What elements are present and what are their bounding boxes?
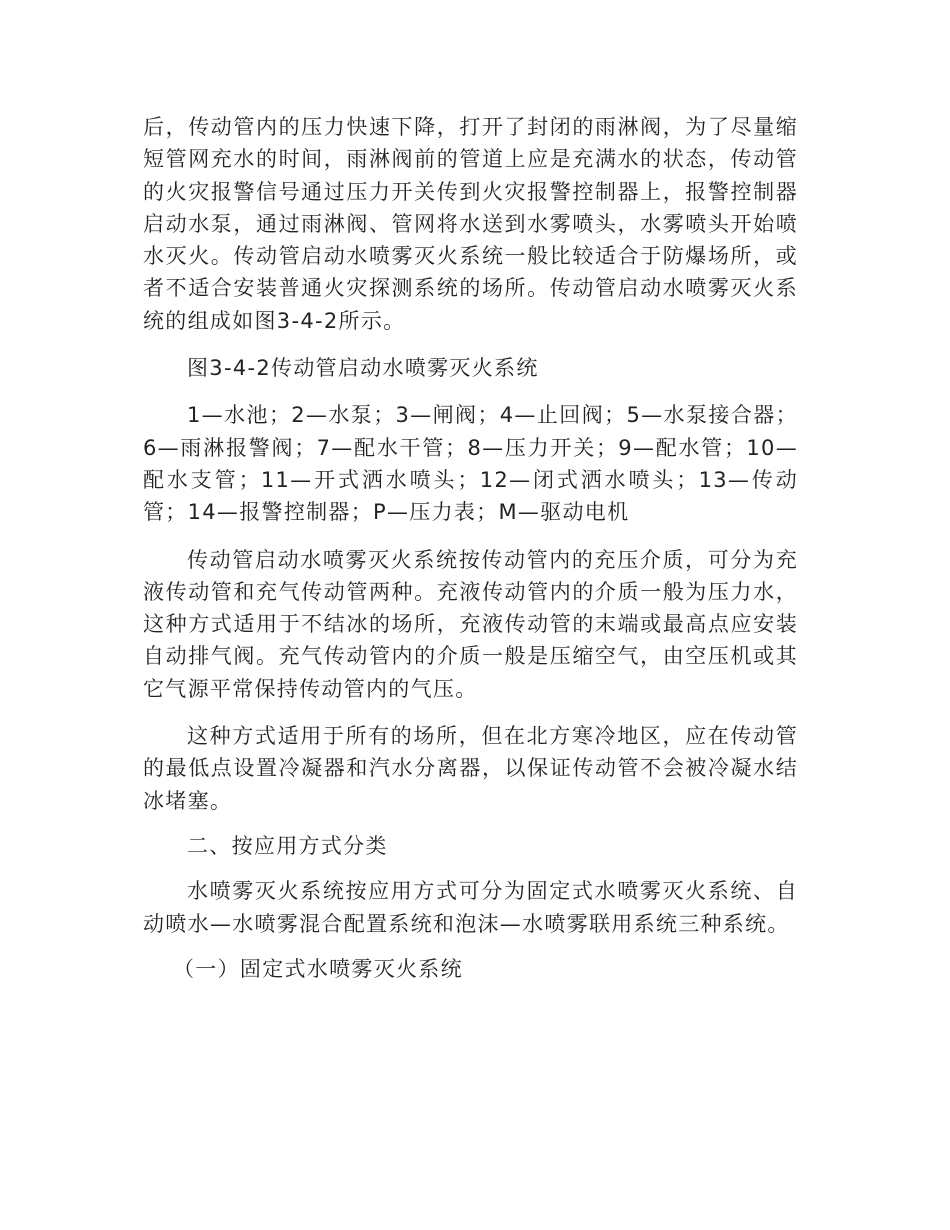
document-page [143,111,798,985]
subsection-heading: （一）固定式水喷雾灭火系统 [173,956,463,981]
paragraph-system-operation: 后，传动管内的压力快速下降，打开了封闭的雨淋阀，为了尽量缩短管网充水的时间，雨淋阀前的管道上应是充满水的状态，传动管的火灾报警信号通过压力开关传到火灾报警控制器上，报警控制器启动水泵，通过雨淋阀、管网将水送到水雾喷头，水雾喷头开始喷水灭火。传动管启动水喷雾灭火系统一般比较适合于防爆场所，或者不适合安装普通火灾探测系统的场所。传动管启动水喷雾灭火系统的组成如图3-4-2所示。 [143,115,798,333]
paragraph-charge-medium: 传动管启动水喷雾灭火系统按传动管内的充压介质，可分为充液传动管和充气传动管两种。充液传动管内的介质一般为压力水，这种方式适用于不结冰的场所，充液传动管的末端或最高点应安装自动排气阀。充气传动管内的介质一般是压缩空气，由空压机或其它气源平常保持传动管内的气压。 [143,547,798,701]
figure-legend: 1—水池；2—水泵；3—闸阀；4—止回阀；5—水泵接合器；6—雨淋报警阀；7—配水干管；8—压力开关；9—配水管；10—配水支管；11—开式洒水喷头；12—闭式洒水喷头；13—传动管；14—报警控制器；P—压力表；M—驱动电机 [143,403,798,525]
figure-caption: 图3-4-2传动管启动水喷雾灭火系统 [187,356,539,381]
section-heading: 二、按应用方式分类 [187,833,388,858]
paragraph-application-types: 水喷雾灭火系统按应用方式可分为固定式水喷雾灭火系统、自动喷水—水喷雾混合配置系统和泡沫—水喷雾联用系统三种系统。 [143,879,798,936]
paragraph-applicability: 这种方式适用于所有的场所，但在北方寒冷地区，应在传动管的最低点设置冷凝器和汽水分离器，以保证传动管不会被冷凝水结冰堵塞。 [143,724,798,813]
